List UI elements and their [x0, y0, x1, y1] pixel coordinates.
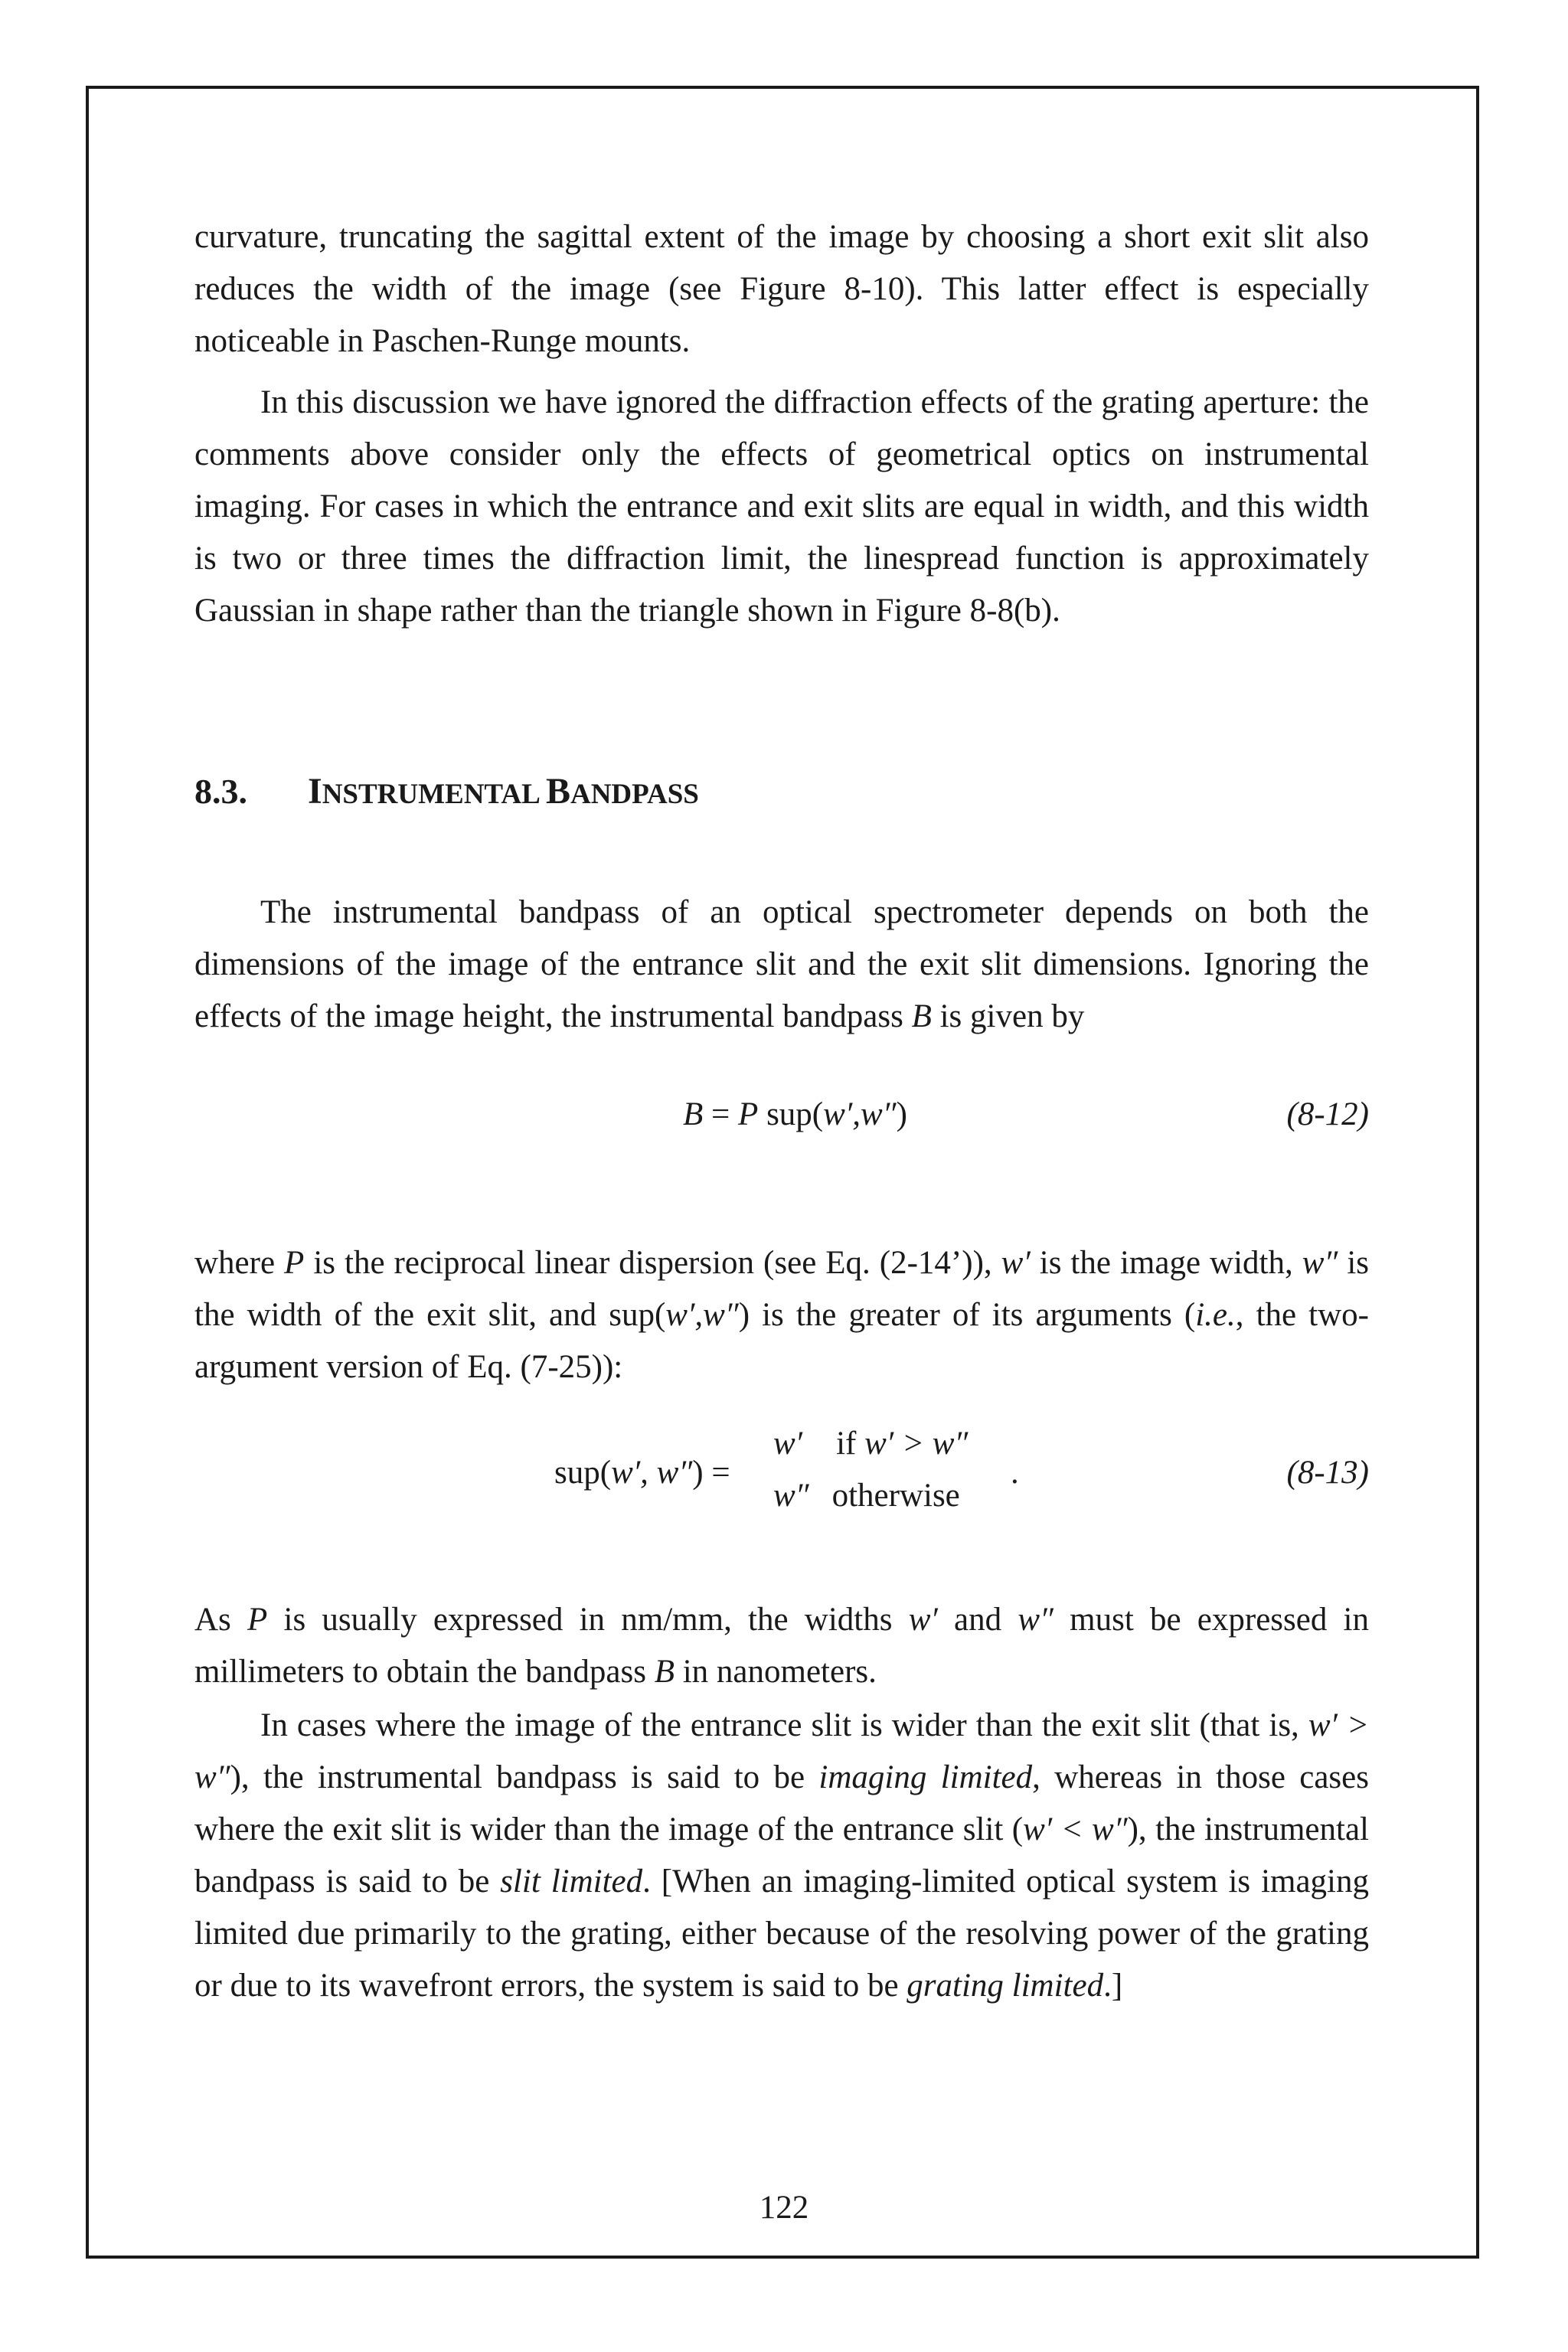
paragraph-3: The instrumental bandpass of an optical spectrometer depends on both the dimensions of the image of the entrance slit and the exit slit dimensions. Ignoring the effects of the image height, the instrumental bandpass B is given by	[194, 894, 1369, 1034]
paragraph-6-block	[194, 1700, 1369, 2012]
paragraph-6: In cases where the image of the entrance slit is wider than the exit slit (that is, w′ > w″), the instrumental bandpass is said to be imaging limited, whereas in those cases where the exit slit is wider than the image of the entrance slit (w′ < w″), the instrumental bandpass is said to be slit limited. [When an imaging-limited optical system is imaging limited due primarily to the grating, either because of the resolving power of the grating or due to its wavefront errors, the system is said to be grating limited.]	[194, 1707, 1369, 2004]
page-number: 122	[759, 2190, 809, 2226]
paragraph-4: where P is the reciprocal linear dispersion (see Eq. (2-14’)), w′ is the image width, w″ is the width of the exit slit, and sup(w′,w″) is the greater of its arguments (i.e., the two-argument version of Eq. (7-25)):	[194, 1245, 1370, 1385]
paragraph-1-block	[194, 211, 1369, 368]
equation-8-13-period: .	[1011, 1455, 1019, 1491]
equation-number-8-13: (8-13)	[1286, 1455, 1369, 1491]
equation-8-12: B = P sup(w′,w″)	[683, 1096, 907, 1132]
section-number: 8.3.	[194, 772, 247, 811]
paragraph-4-block	[194, 1237, 1369, 1393]
equation-number-8-12: (8-12)	[1286, 1096, 1369, 1132]
term-slit-limited: slit limited	[500, 1864, 643, 1900]
paragraph-2-block	[194, 377, 1369, 637]
section-heading	[194, 766, 699, 821]
paragraph-5: As P is usually expressed in nm/mm, the widths w′ and w″ must be expressed in millimeters to obtain the bandpass B in nanometers.	[194, 1602, 1370, 1690]
paragraph-2: In this discussion we have ignored the diffraction effects of the grating aperture: the comments above consider only the effects of geometrical optics on instrumental imaging. For cases in which the entrance and exit slits are equal in width, and this width is two or three times the diffraction limit, the linespread function is approximately Gaussian in shape rather than the triangle shown in Figure 8-8(b).	[194, 384, 1369, 629]
section-title: INSTRUMENTAL BANDPASS	[308, 771, 699, 812]
equation-8-13-lhs: sup(w′, w″) =	[554, 1455, 730, 1491]
equation-8-13-case-1: w′ if w′ > w″	[773, 1426, 969, 1462]
paragraph-1: curvature, truncating the sagittal extent of the image by choosing a short exit slit also reduces the width of the image (see Figure 8-10). This latter effect is especially noticeable in Paschen-Runge mounts.	[194, 219, 1369, 359]
paragraph-5-block	[194, 1594, 1369, 1698]
paragraph-3-block	[194, 887, 1369, 1043]
term-imaging-limited: imaging limited	[818, 1759, 1033, 1795]
variable-b: B	[911, 998, 932, 1034]
equation-8-13-case-2: w″ otherwise	[773, 1478, 960, 1514]
term-grating-limited: grating limited	[906, 1968, 1104, 2004]
